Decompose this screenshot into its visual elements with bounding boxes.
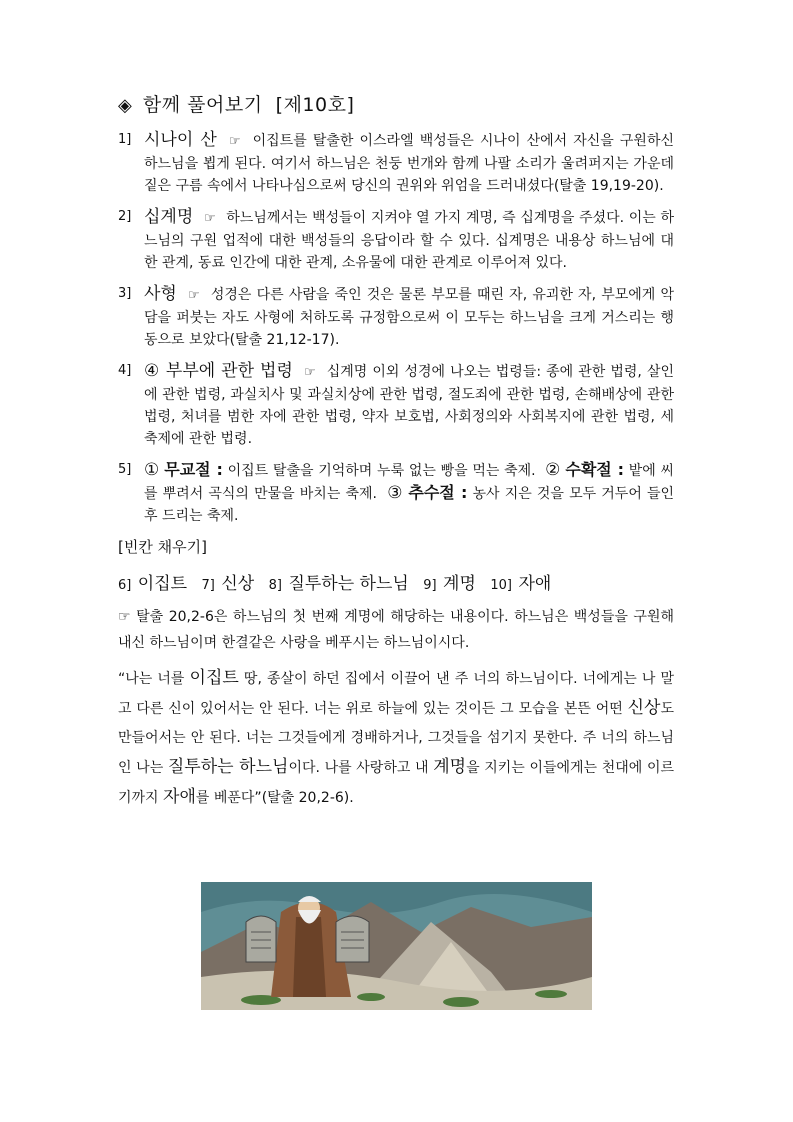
item-number: 2] <box>118 209 132 224</box>
answer-item-5 <box>118 459 674 527</box>
feast-term-2: 수확절 : <box>565 460 624 479</box>
explanation-paragraph <box>118 604 674 656</box>
item-number: 5] <box>118 462 132 477</box>
title-text: 함께 풀어보기 <box>142 94 263 116</box>
quote-text: 을 지키는 이들에게는 천대에 이르기까지 <box>118 760 674 806</box>
scripture-quote <box>118 664 674 813</box>
quote-text: 땅, 종살이 하던 집에서 이끌어 낸 주 너의 하느님이다. 너에게는 나 말고 다른 신이 있어서는 안 된다. 너는 위로 하늘에 있는 것이든 그 모습을 본뜬 어떤 <box>118 671 675 717</box>
explanation-text: 탈출 20,2-6은 하느님의 첫 번째 계명에 해당하는 내용이다. 하느님은 백성들을 구원해 내신 하느님이며 한결같은 사랑을 베푸시는 하느님이시다. <box>118 609 674 651</box>
pointing-hand-icon: ☞ <box>303 365 316 380</box>
item-text: 이집트를 탈출한 이스라엘 백성들은 시나이 산에서 자신을 구원하신 하느님을 뵙게 된다. 여기서 하느님은 천둥 번개와 함께 나팔 소리가 울려퍼지는 가운데 짙은 구름 속에서 나타나심으로써 당신의 권위와 위엄을 드러내셨다(탈출 19,19-20). <box>144 133 675 194</box>
fill-in-answers <box>118 569 674 594</box>
item-term: 십계명 <box>144 207 194 227</box>
feast-text-1: 이집트 탈출을 기억하며 누룩 없는 빵을 먹는 축제. <box>227 463 536 479</box>
circled-number-2: ② <box>545 460 561 480</box>
answer-item-4 <box>118 360 674 450</box>
pointing-hand-icon: ☞ <box>203 211 216 226</box>
quote-text: “나는 너를 <box>118 671 190 687</box>
item-term: 사형 <box>144 284 177 304</box>
pointing-hand-icon: ☞ <box>228 134 241 149</box>
page-title <box>118 90 674 117</box>
issue-number: [제10호] <box>275 94 355 116</box>
pointing-hand-icon: ☞ <box>118 609 131 625</box>
circled-number-3: ③ <box>387 483 404 503</box>
answer-number: 8] <box>268 578 282 593</box>
answer-number: 9] <box>423 578 437 593</box>
quote-keyword: 신상 <box>627 698 661 718</box>
moses-tablets-illustration <box>201 882 592 1010</box>
item-text: 하느님께서는 백성들이 지켜야 열 가지 계명, 즉 십계명을 주셨다. 이는 하느님의 구원 업적에 대한 백성들의 응답이라 할 수 있다. 십계명은 내용상 하느님에 대한 관계, 동료 인간에 대한 관계, 소유물에 대한 관계로 이루어져 있다. <box>144 210 675 271</box>
answer-text: 자애 <box>518 574 552 594</box>
fill-in-section-title: [빈칸 채우기] <box>118 538 207 556</box>
pointing-hand-icon: ☞ <box>188 288 200 303</box>
answer-number: 6] <box>118 578 132 593</box>
item-number: 4] <box>118 363 132 378</box>
item-term: 시나이 산 <box>144 130 217 150</box>
item-text: 성경은 다른 사람을 죽인 것은 물론 부모를 때린 자, 유괴한 자, 부모에게 악담을 퍼붓는 자도 사형에 처하도록 규정함으로써 이 모두는 하느님을 크게 거스리는 행동으로 보았다(탈출 21,12-17). <box>144 287 674 348</box>
feast-text-2: 밭에 씨를 뿌려서 곡식의 만물을 바치는 축제. <box>144 463 675 502</box>
quote-keyword: 자애 <box>163 787 196 807</box>
quote-text: 이다. 나를 사랑하고 내 <box>288 760 434 776</box>
answer-text: 신상 <box>221 574 255 594</box>
quote-text: 도 만들어서는 안 된다. 너는 그것들에게 경배하거나, 그것들을 섬기지 못한다. 주 너의 하느님인 나는 <box>118 701 674 776</box>
answer-item-1 <box>118 129 674 197</box>
feast-text-3: 농사 지은 것을 모두 거두어 들인 후 드리는 축제. <box>144 486 675 524</box>
answer-item-3 <box>118 283 674 351</box>
quote-text: 를 베푼다”(탈출 20,2-6). <box>195 790 354 806</box>
feast-term-1: 무교절 : <box>164 460 223 479</box>
answer-number: 10] <box>490 578 512 593</box>
circled-number-1: ① <box>144 460 160 480</box>
answer-text: 계명 <box>443 574 476 594</box>
answer-number: 7] <box>201 578 215 593</box>
answer-text: 질투하는 하느님 <box>288 574 409 594</box>
diamond-bullet-icon: ◈ <box>118 95 133 116</box>
item-number: 3] <box>118 286 132 301</box>
worksheet <box>118 90 674 813</box>
answer-item-2 <box>118 206 674 274</box>
illustration-svg <box>201 882 592 1010</box>
feast-term-3: 추수절 : <box>408 483 468 502</box>
item-text: 십계명 이외 성경에 나오는 법령들: 종에 관한 법령, 살인에 관한 법령, 과실치사 및 과실치상에 관한 법령, 절도죄에 관한 법령, 손해배상에 관한 법령, 처녀를 범한 자에 관한 법령, 약자 보호법, 사회정의와 사회복지에 관한 법령, 세 축제에 관한 법령. <box>144 364 675 447</box>
item-term: ④ 부부에 관한 법령 <box>144 361 293 381</box>
item-number: 1] <box>118 132 132 147</box>
quote-keyword: 계명 <box>433 757 467 777</box>
quote-keyword: 이집트 <box>189 668 239 688</box>
answer-text: 이집트 <box>137 574 188 594</box>
quote-keyword: 질투하는 하느님 <box>167 757 289 777</box>
